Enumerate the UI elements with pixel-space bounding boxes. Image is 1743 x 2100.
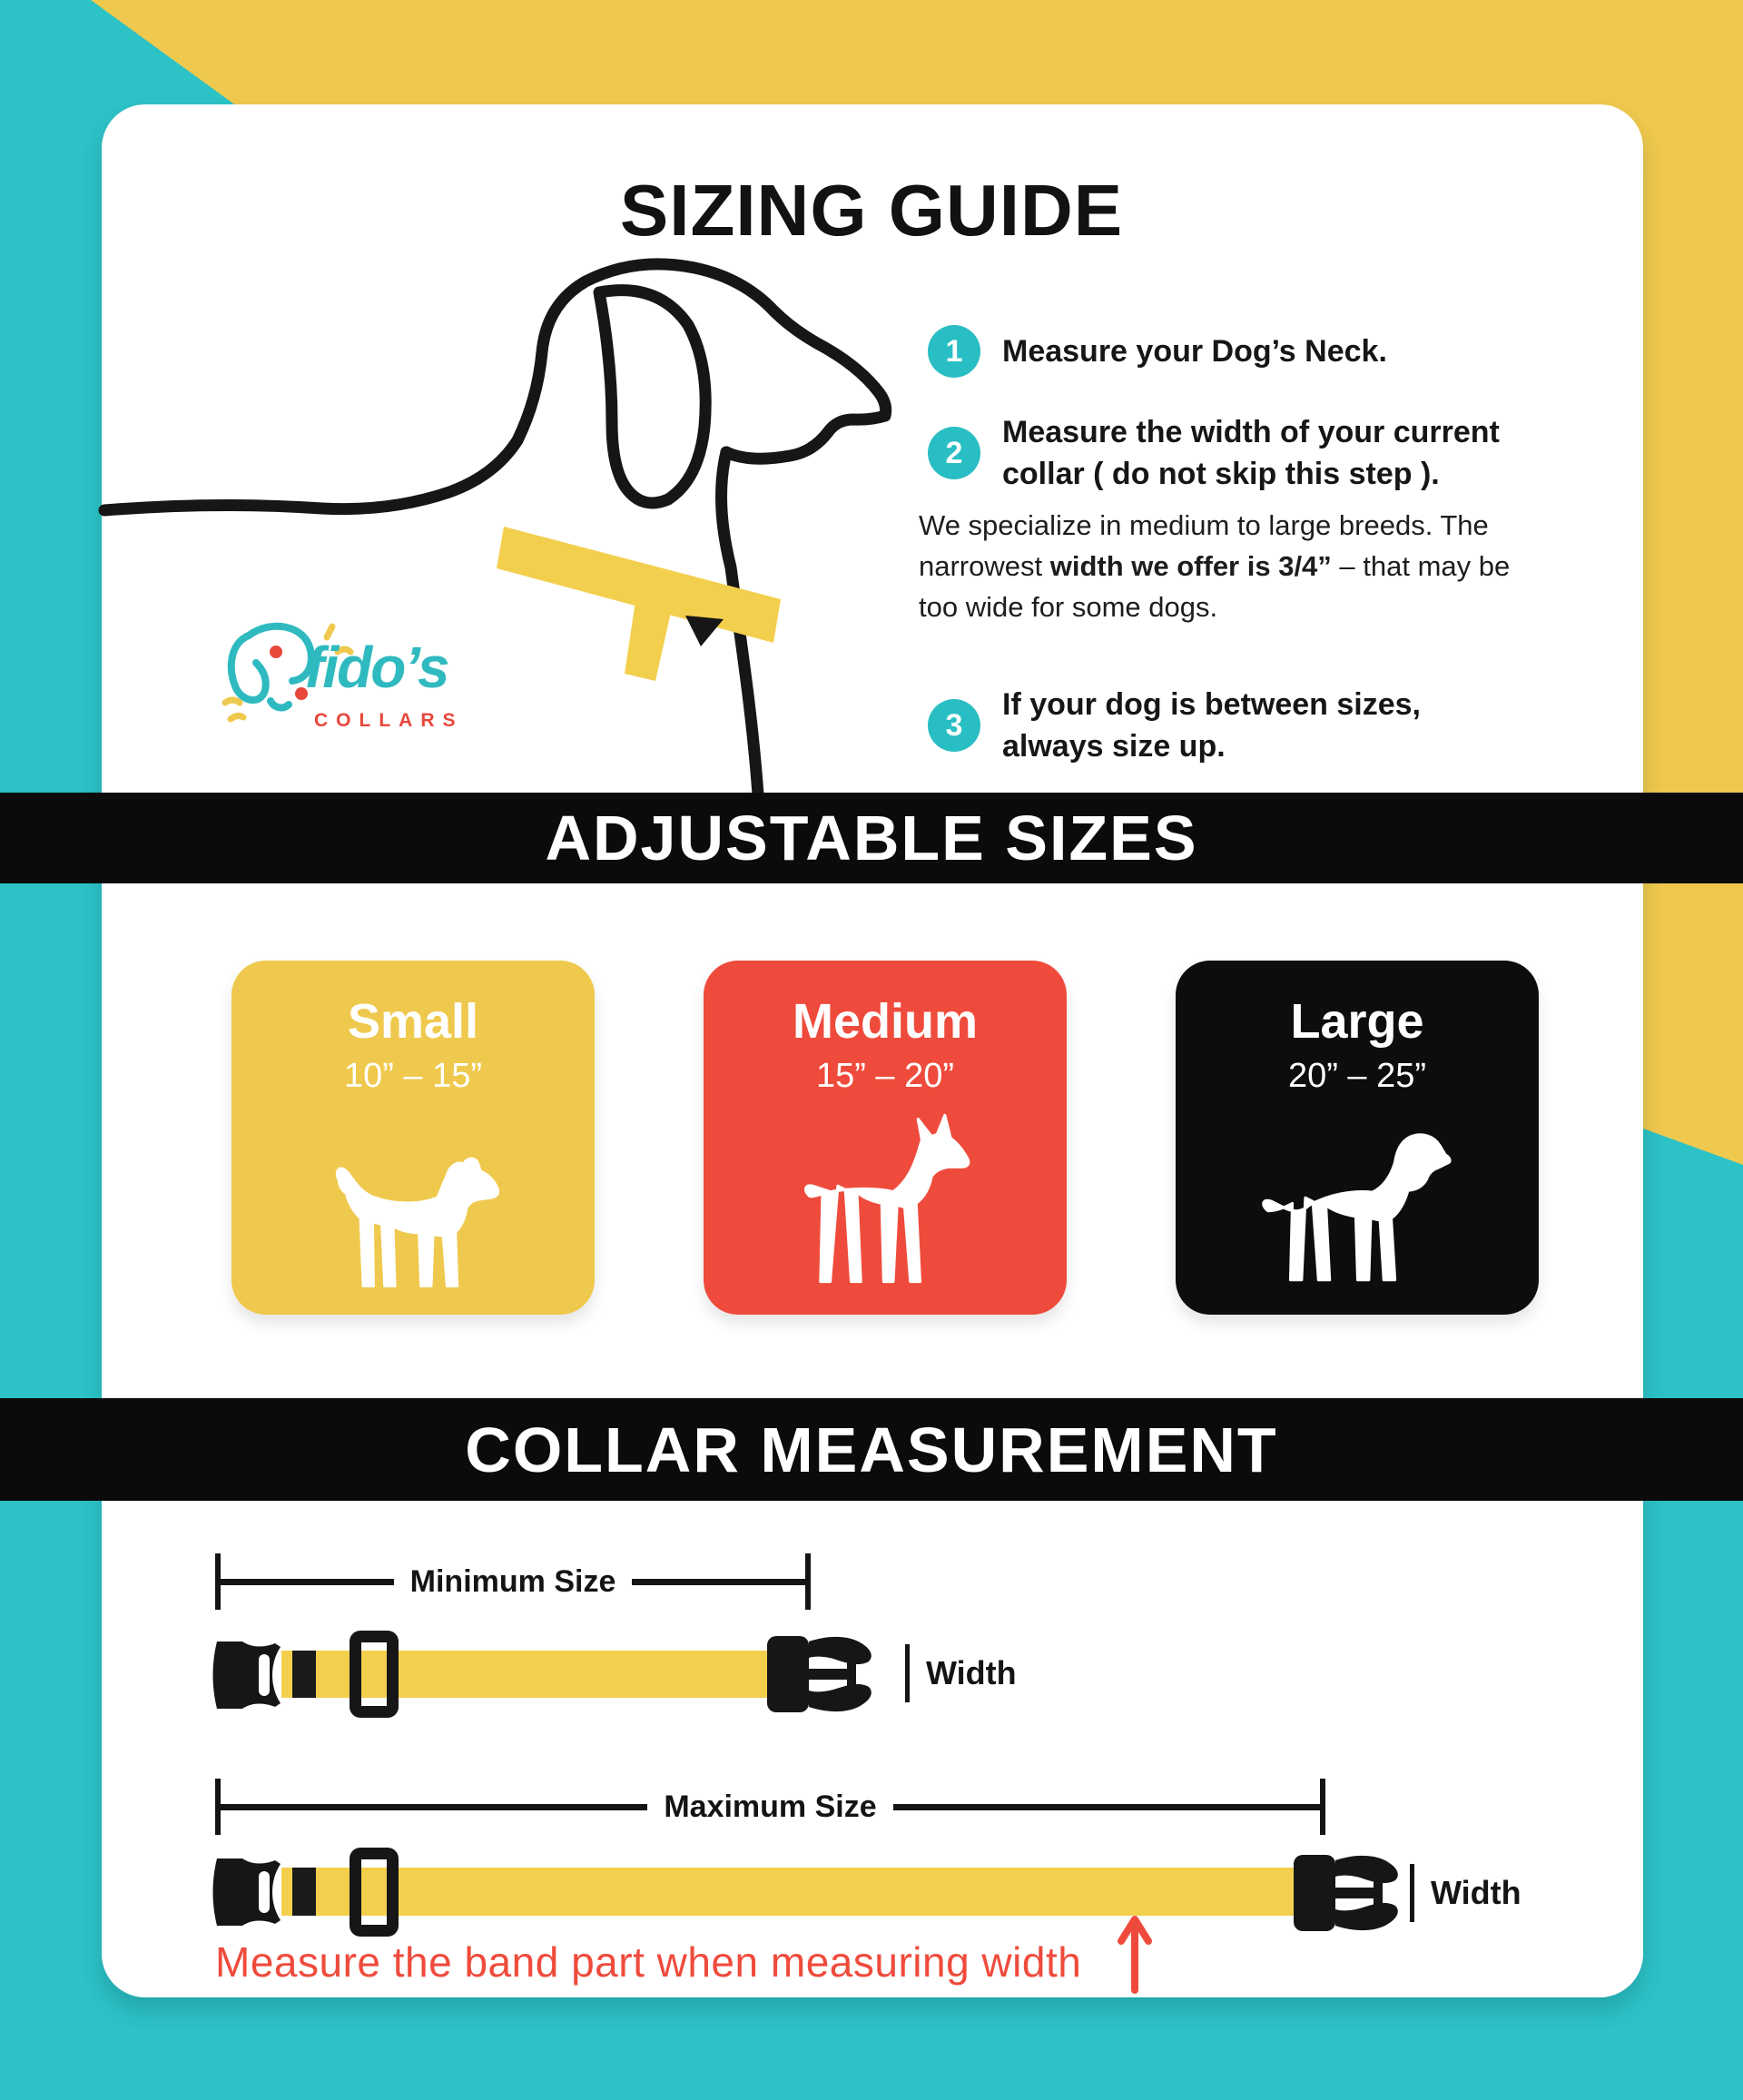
step-3-number: 3 bbox=[945, 707, 963, 743]
buckle-male-icon bbox=[212, 1857, 286, 1927]
minimum-width-marker bbox=[905, 1644, 1017, 1702]
size-small-range: 10” – 15” bbox=[343, 1057, 483, 1095]
logo-wordmark: fido’s bbox=[305, 635, 448, 700]
size-medium-range: 15” – 20” bbox=[815, 1057, 955, 1095]
size-card-large bbox=[1176, 961, 1539, 1315]
size-small-label: Small bbox=[347, 994, 479, 1049]
sizing-note bbox=[919, 505, 1510, 627]
step-2-badge bbox=[928, 427, 980, 479]
step-2-number: 2 bbox=[945, 435, 963, 470]
step-1-text: Measure your Dog’s Neck. bbox=[1002, 334, 1387, 369]
size-medium-label: Medium bbox=[792, 994, 978, 1049]
collar-measurement-banner-text: COLLAR MEASUREMENT bbox=[465, 1414, 1278, 1485]
width-label: Width bbox=[1431, 1874, 1521, 1911]
up-arrow-icon bbox=[1115, 1910, 1155, 1994]
triglide-slider-icon bbox=[350, 1631, 399, 1718]
note-line-2: narrowest width we offer is 3/4” – that may be bbox=[919, 550, 1511, 582]
collar-minimum-diagram bbox=[212, 1631, 901, 1720]
collar-measurement-banner bbox=[0, 1398, 1743, 1501]
minimum-size-label: Minimum Size bbox=[409, 1563, 616, 1599]
width-label: Width bbox=[926, 1654, 1017, 1691]
fidos-collars-logo bbox=[218, 610, 517, 774]
adjustable-sizes-banner bbox=[0, 793, 1743, 883]
maximum-size-dimension bbox=[215, 1779, 1325, 1835]
maximum-width-marker bbox=[1410, 1864, 1521, 1922]
note-line-1: We specialize in medium to large breeds. The bbox=[919, 509, 1489, 541]
collar-maximum-diagram bbox=[212, 1848, 1414, 1938]
adjustable-sizes-banner-text: ADJUSTABLE SIZES bbox=[545, 803, 1198, 873]
measure-band-note: Measure the band part when measuring width bbox=[215, 1938, 1082, 1986]
dimension-tick bbox=[805, 1553, 811, 1610]
collar-band-dark-segment bbox=[292, 1868, 316, 1916]
maximum-size-label: Maximum Size bbox=[664, 1789, 877, 1824]
collar-band-dark-segment bbox=[292, 1651, 316, 1698]
size-card-medium bbox=[704, 961, 1067, 1315]
buckle-male-icon bbox=[212, 1640, 286, 1711]
step-2-text: Measure the width of your current collar ( do not skip this step ). bbox=[1002, 415, 1500, 491]
step-3-text: If your dog is between sizes, always size up. bbox=[1002, 687, 1421, 764]
size-large-label: Large bbox=[1290, 994, 1424, 1049]
buckle-female-icon bbox=[1294, 1851, 1413, 1935]
dimension-tick bbox=[1320, 1779, 1325, 1835]
dog-ear bbox=[599, 291, 705, 503]
buckle-female-icon bbox=[767, 1632, 887, 1716]
medium-dog-silhouette-icon bbox=[779, 1108, 992, 1289]
step-1-number: 1 bbox=[945, 333, 963, 369]
small-dog-silhouette-icon bbox=[320, 1149, 507, 1289]
large-dog-silhouette-icon bbox=[1237, 1121, 1478, 1289]
page-title: SIZING GUIDE bbox=[619, 170, 1124, 251]
triglide-slider-icon bbox=[350, 1848, 399, 1937]
size-card-small bbox=[231, 961, 595, 1315]
collar-band bbox=[281, 1868, 1312, 1916]
step-3-badge bbox=[928, 699, 980, 752]
minimum-size-dimension bbox=[215, 1553, 811, 1610]
step-1-badge bbox=[928, 325, 980, 378]
logo-subtitle: COLLARS bbox=[314, 710, 464, 731]
size-large-range: 20” – 25” bbox=[1287, 1057, 1427, 1095]
note-line-3: too wide for some dogs. bbox=[919, 591, 1218, 623]
